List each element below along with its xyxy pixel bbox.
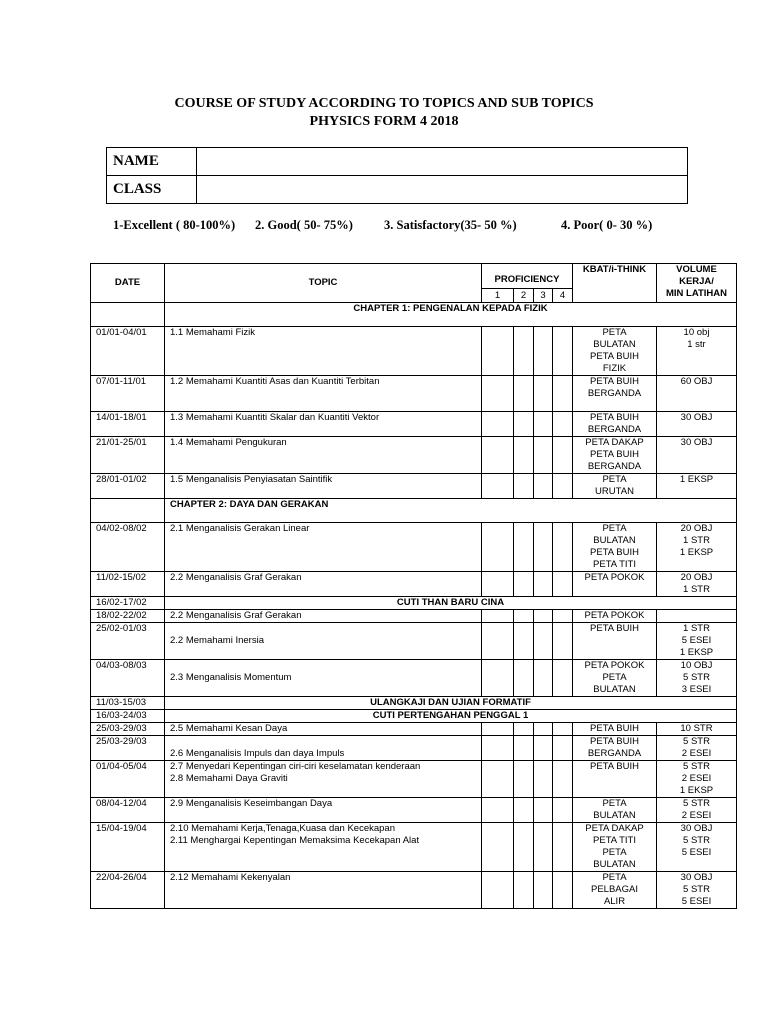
topic-cell: 2.3 Menganalisis Momentum bbox=[165, 660, 482, 697]
kbat-cell: PETA POKOK bbox=[573, 572, 657, 597]
kbat-cell: PETA BULATAN bbox=[573, 798, 657, 823]
table-row bbox=[91, 572, 737, 597]
kbat-cell: PETA DAKAP PETA TITI PETA BULATAN bbox=[573, 823, 657, 872]
table-row bbox=[91, 523, 737, 572]
header-level-3: 3 bbox=[534, 289, 553, 303]
topic-cell: 2.12 Memahami Kekenyalan bbox=[165, 872, 482, 909]
event-label: CUTI PERTENGAHAN PENGGAL 1 bbox=[165, 710, 737, 723]
proficiency-cell-1[interactable] bbox=[482, 623, 514, 660]
table-row bbox=[91, 823, 737, 872]
course-table bbox=[90, 263, 737, 909]
proficiency-cell-3[interactable] bbox=[534, 761, 553, 798]
proficiency-cell-2[interactable] bbox=[514, 437, 534, 474]
proficiency-cell-1[interactable] bbox=[482, 723, 514, 736]
kbat-cell: PETA BUIH bbox=[573, 761, 657, 798]
proficiency-cell-1[interactable] bbox=[482, 437, 514, 474]
header-proficiency: PROFICIENCY bbox=[482, 264, 573, 289]
date-cell: 04/03-08/03 bbox=[91, 660, 165, 697]
kbat-cell: PETA POKOK PETA BULATAN bbox=[573, 660, 657, 697]
table-row bbox=[91, 376, 737, 412]
proficiency-cell-4[interactable] bbox=[553, 798, 573, 823]
proficiency-cell-2[interactable] bbox=[514, 623, 534, 660]
topic-cell: 1.2 Memahami Kuantiti Asas dan Kuantiti Terbitan bbox=[165, 376, 482, 412]
proficiency-cell-4[interactable] bbox=[553, 761, 573, 798]
table-row bbox=[91, 437, 737, 474]
proficiency-cell-3[interactable] bbox=[534, 412, 553, 437]
proficiency-cell-3[interactable] bbox=[534, 523, 553, 572]
name-field[interactable] bbox=[197, 148, 688, 176]
kbat-cell: PETA BUIH BERGANDA bbox=[573, 376, 657, 412]
volume-cell: 10 STR bbox=[657, 723, 737, 736]
proficiency-cell-1[interactable] bbox=[482, 660, 514, 697]
volume-cell: 5 STR 2 ESEI 1 EKSP bbox=[657, 761, 737, 798]
date-cell: 18/02-22/02 bbox=[91, 610, 165, 623]
topic-cell: 1.5 Menganalisis Penyiasatan Saintifik bbox=[165, 474, 482, 499]
proficiency-cell-3[interactable] bbox=[534, 823, 553, 872]
table-row bbox=[91, 412, 737, 437]
proficiency-cell-1[interactable] bbox=[482, 736, 514, 761]
scale-poor: 4. Poor( 0- 30 %) bbox=[561, 218, 653, 232]
scale-satisfactory: 3. Satisfactory(35- 50 %) bbox=[384, 218, 517, 232]
proficiency-cell-2[interactable] bbox=[514, 761, 534, 798]
date-cell: 25/03-29/03 bbox=[91, 723, 165, 736]
proficiency-cell-4[interactable] bbox=[553, 523, 573, 572]
event-row bbox=[91, 697, 737, 710]
proficiency-cell-3[interactable] bbox=[534, 723, 553, 736]
header-level-1: 1 bbox=[482, 289, 514, 303]
document-subtitle: PHYSICS FORM 4 2018 bbox=[309, 114, 459, 129]
proficiency-cell-2[interactable] bbox=[514, 412, 534, 437]
header-volume: VOLUME KERJA/ MIN LATIHAN bbox=[657, 264, 737, 303]
date-cell: 01/04-05/04 bbox=[91, 761, 165, 798]
proficiency-cell-4[interactable] bbox=[553, 736, 573, 761]
proficiency-cell-1[interactable] bbox=[482, 412, 514, 437]
date-cell: 11/03-15/03 bbox=[91, 697, 165, 710]
proficiency-cell-2[interactable] bbox=[514, 376, 534, 412]
kbat-cell: PETA URUTAN bbox=[573, 474, 657, 499]
topic-cell: 1.4 Memahami Pengukuran bbox=[165, 437, 482, 474]
proficiency-cell-2[interactable] bbox=[514, 736, 534, 761]
volume-cell: 20 OBJ 1 STR 1 EKSP bbox=[657, 523, 737, 572]
student-info-table bbox=[106, 147, 688, 204]
proficiency-cell-1[interactable] bbox=[482, 572, 514, 597]
topic-cell: 2.2 Memahami Inersia bbox=[165, 623, 482, 660]
proficiency-cell-3[interactable] bbox=[534, 376, 553, 412]
proficiency-cell-1[interactable] bbox=[482, 872, 514, 909]
proficiency-cell-2[interactable] bbox=[514, 660, 534, 697]
date-cell: 15/04-19/04 bbox=[91, 823, 165, 872]
date-cell: 14/01-18/01 bbox=[91, 412, 165, 437]
class-label: CLASS bbox=[107, 176, 197, 204]
kbat-cell: PETA BUIH BERGANDA bbox=[573, 412, 657, 437]
volume-cell: 30 OBJ 5 STR 5 ESEI bbox=[657, 823, 737, 872]
topic-cell: 2.1 Menganalisis Gerakan Linear bbox=[165, 523, 482, 572]
proficiency-cell-3[interactable] bbox=[534, 327, 553, 376]
date-cell: 16/02-17/02 bbox=[91, 597, 165, 610]
kbat-cell: PETA BULATAN PETA BUIH PETA TITI bbox=[573, 523, 657, 572]
proficiency-cell-2[interactable] bbox=[514, 610, 534, 623]
proficiency-cell-4[interactable] bbox=[553, 610, 573, 623]
volume-cell: 1 STR 5 ESEI 1 EKSP bbox=[657, 623, 737, 660]
date-cell: 25/02-01/03 bbox=[91, 623, 165, 660]
proficiency-cell-3[interactable] bbox=[534, 798, 553, 823]
class-field[interactable] bbox=[197, 176, 688, 204]
proficiency-cell-4[interactable] bbox=[553, 327, 573, 376]
header-topic: TOPIC bbox=[165, 264, 482, 303]
kbat-cell: PETA BUIH BERGANDA bbox=[573, 736, 657, 761]
chapter-title: CHAPTER 1: PENGENALAN KEPADA FIZIK bbox=[165, 303, 737, 327]
date-cell: 21/01-25/01 bbox=[91, 437, 165, 474]
kbat-cell: PETA BULATAN PETA BUIH FIZIK bbox=[573, 327, 657, 376]
table-row bbox=[91, 327, 737, 376]
proficiency-cell-4[interactable] bbox=[553, 723, 573, 736]
volume-cell: 30 OBJ bbox=[657, 437, 737, 474]
header-date: DATE bbox=[91, 264, 165, 303]
proficiency-cell-3[interactable] bbox=[534, 437, 553, 474]
table-row bbox=[91, 761, 737, 798]
date-cell: 08/04-12/04 bbox=[91, 798, 165, 823]
proficiency-cell-1[interactable] bbox=[482, 798, 514, 823]
header-level-2: 2 bbox=[514, 289, 534, 303]
proficiency-cell-1[interactable] bbox=[482, 327, 514, 376]
proficiency-cell-3[interactable] bbox=[534, 623, 553, 660]
proficiency-cell-3[interactable] bbox=[534, 474, 553, 499]
proficiency-cell-1[interactable] bbox=[482, 761, 514, 798]
proficiency-cell-2[interactable] bbox=[514, 872, 534, 909]
chapter-row bbox=[91, 303, 737, 327]
proficiency-cell-3[interactable] bbox=[534, 572, 553, 597]
volume-cell: 1 EKSP bbox=[657, 474, 737, 499]
topic-cell: 1.3 Memahami Kuantiti Skalar dan Kuantiti Vektor bbox=[165, 412, 482, 437]
volume-cell: 20 OBJ 1 STR bbox=[657, 572, 737, 597]
proficiency-cell-1[interactable] bbox=[482, 474, 514, 499]
proficiency-cell-4[interactable] bbox=[553, 660, 573, 697]
date-cell: 11/02-15/02 bbox=[91, 572, 165, 597]
proficiency-cell-1[interactable] bbox=[482, 376, 514, 412]
proficiency-cell-4[interactable] bbox=[553, 823, 573, 872]
date-cell: 07/01-11/01 bbox=[91, 376, 165, 412]
scale-excellent: 1-Excellent ( 80-100%) bbox=[113, 218, 236, 232]
volume-cell: 60 OBJ bbox=[657, 376, 737, 412]
header-kbat: KBAT/i-THINK bbox=[573, 264, 657, 303]
proficiency-cell-4[interactable] bbox=[553, 474, 573, 499]
volume-cell: 10 obj 1 str bbox=[657, 327, 737, 376]
topic-cell: 2.2 Menganalisis Graf Gerakan bbox=[165, 572, 482, 597]
volume-cell: 10 OBJ 5 STR 3 ESEI bbox=[657, 660, 737, 697]
topic-cell: 2.7 Menyedari Kepentingan ciri-ciri keselamatan kenderaan 2.8 Memahami Daya Graviti bbox=[165, 761, 482, 798]
volume-cell: 30 OBJ 5 STR 5 ESEI bbox=[657, 872, 737, 909]
proficiency-cell-1[interactable] bbox=[482, 523, 514, 572]
table-row bbox=[91, 872, 737, 909]
event-row bbox=[91, 597, 737, 610]
table-row bbox=[91, 660, 737, 697]
table-row bbox=[91, 623, 737, 660]
proficiency-cell-2[interactable] bbox=[514, 327, 534, 376]
date-cell: 04/02-08/02 bbox=[91, 523, 165, 572]
date-cell: 25/03-29/03 bbox=[91, 736, 165, 761]
date-cell: 28/01-01/02 bbox=[91, 474, 165, 499]
event-row bbox=[91, 710, 737, 723]
proficiency-cell-2[interactable] bbox=[514, 823, 534, 872]
event-label: CUTI THAN BARU CINA bbox=[165, 597, 737, 610]
proficiency-cell-1[interactable] bbox=[482, 823, 514, 872]
topic-cell: 2.6 Menganalisis Impuls dan daya Impuls bbox=[165, 736, 482, 761]
proficiency-cell-2[interactable] bbox=[514, 798, 534, 823]
proficiency-cell-4[interactable] bbox=[553, 872, 573, 909]
proficiency-cell-4[interactable] bbox=[553, 376, 573, 412]
date-cell: 01/01-04/01 bbox=[91, 327, 165, 376]
proficiency-cell-3[interactable] bbox=[534, 736, 553, 761]
event-label: ULANGKAJI DAN UJIAN FORMATIF bbox=[165, 697, 737, 710]
header-level-4: 4 bbox=[553, 289, 573, 303]
proficiency-cell-2[interactable] bbox=[514, 572, 534, 597]
proficiency-cell-3[interactable] bbox=[534, 610, 553, 623]
table-row bbox=[91, 723, 737, 736]
kbat-cell: PETA BUIH bbox=[573, 623, 657, 660]
volume-cell bbox=[657, 610, 737, 623]
chapter-row bbox=[91, 499, 737, 523]
date-cell: 16/03-24/03 bbox=[91, 710, 165, 723]
proficiency-cell-2[interactable] bbox=[514, 723, 534, 736]
table-row bbox=[91, 474, 737, 499]
topic-cell: 2.2 Menganalisis Graf Gerakan bbox=[165, 610, 482, 623]
date-cell: 22/04-26/04 bbox=[91, 872, 165, 909]
scale-good: 2. Good( 50- 75%) bbox=[255, 218, 353, 232]
proficiency-cell-1[interactable] bbox=[482, 610, 514, 623]
proficiency-cell-2[interactable] bbox=[514, 523, 534, 572]
proficiency-cell-4[interactable] bbox=[553, 572, 573, 597]
topic-cell: 2.5 Memahami Kesan Daya bbox=[165, 723, 482, 736]
table-row bbox=[91, 610, 737, 623]
topic-cell: 1.1 Memahami Fizik bbox=[165, 327, 482, 376]
kbat-cell: PETA BUIH bbox=[573, 723, 657, 736]
proficiency-cell-4[interactable] bbox=[553, 623, 573, 660]
empty-cell bbox=[91, 303, 165, 327]
proficiency-cell-2[interactable] bbox=[514, 474, 534, 499]
empty-cell bbox=[91, 499, 165, 523]
kbat-cell: PETA PELBAGAI ALIR bbox=[573, 872, 657, 909]
name-label: NAME bbox=[107, 148, 197, 176]
volume-cell: 5 STR 2 ESEI bbox=[657, 736, 737, 761]
table-row bbox=[91, 736, 737, 761]
topic-cell: 2.10 Memahami Kerja,Tenaga,Kuasa dan Kecekapan 2.11 Menghargai Kepentingan Memaksima Kecekapan Alat bbox=[165, 823, 482, 872]
proficiency-cell-3[interactable] bbox=[534, 660, 553, 697]
proficiency-cell-4[interactable] bbox=[553, 437, 573, 474]
volume-cell: 30 OBJ bbox=[657, 412, 737, 437]
chapter-title: CHAPTER 2: DAYA DAN GERAKAN bbox=[165, 499, 737, 523]
kbat-cell: PETA DAKAP PETA BUIH BERGANDA bbox=[573, 437, 657, 474]
topic-cell: 2.9 Menganalisis Keseimbangan Daya bbox=[165, 798, 482, 823]
table-row bbox=[91, 798, 737, 823]
proficiency-cell-4[interactable] bbox=[553, 412, 573, 437]
document-title: COURSE OF STUDY ACCORDING TO TOPICS AND SUB TOPICS bbox=[174, 96, 594, 111]
kbat-cell: PETA POKOK bbox=[573, 610, 657, 623]
volume-cell: 5 STR 2 ESEI bbox=[657, 798, 737, 823]
proficiency-cell-3[interactable] bbox=[534, 872, 553, 909]
